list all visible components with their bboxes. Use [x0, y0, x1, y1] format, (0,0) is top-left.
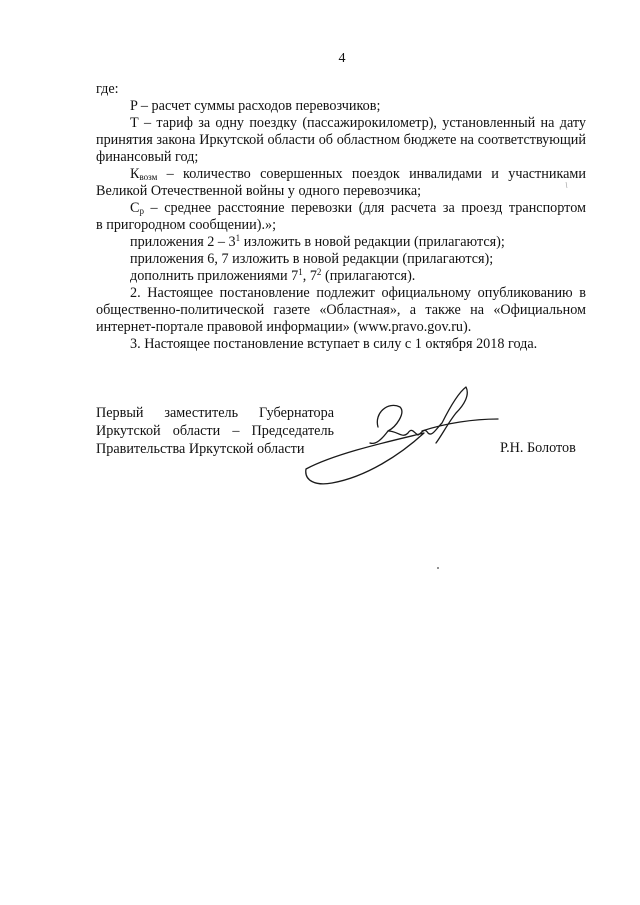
c-symbol: С	[130, 200, 140, 216]
k-definition-text: – количество совершенных поездок инвалидами и участниками	[157, 166, 586, 182]
c-definition-text: – среднее расстояние перевозки (для расчета за проезд транспортом	[143, 200, 586, 216]
position-line-3: Правительства Иркутской области	[96, 441, 305, 457]
definition-k-line2: Великой Отечественной войны у одного перевозчика;	[96, 183, 422, 199]
appendix-3-text: дополнить приложениями 7	[130, 268, 299, 284]
definition-c-line2: в пригородном сообщении).»;	[96, 217, 277, 233]
c-subscript: р	[139, 206, 144, 216]
appendix-3-sup1: 1	[298, 267, 303, 277]
page-number: 4	[338, 51, 346, 66]
position-line-2: Иркутской области – Председатель	[96, 423, 334, 439]
appendix-1-text-end: изложить в новой редакции (прилагаются);	[240, 234, 505, 250]
item-3: 3. Настоящее постановление вступает в силу с 1 октября 2018 года.	[130, 336, 538, 352]
appendix-line-2: приложения 6, 7 изложить в новой редакции (прилагаются);	[130, 251, 494, 267]
appendix-1-sup: 1	[235, 233, 241, 243]
signer-name: Р.Н. Болотов	[500, 440, 576, 456]
item-2: 2. Настоящее постановление подлежит официальному опубликованию в общественно-политической газете «Областная», а также на «Официальном интернет-портале правовой информации» (www.pravo.gov.ru).	[96, 285, 586, 335]
appendix-3-text-mid: , 7	[302, 268, 317, 284]
appendix-3-text-end: (прилагаются).	[321, 268, 416, 284]
k-subscript: возм	[139, 172, 158, 182]
where-label: где:	[96, 81, 119, 97]
position-line-1: Первый заместитель Губернатора	[96, 405, 334, 421]
appendix-3-sup2: 2	[316, 267, 322, 277]
definition-t: Т – тариф за одну поездку (пассажирокилометр), установленный на дату принятия закона Иркутской области об областном бюджете на соответствующий финансовый год;	[96, 115, 586, 165]
k-symbol: К	[130, 166, 140, 182]
appendix-1-text: приложения 2 – 3	[130, 234, 236, 250]
definition-p: P – расчет суммы расходов перевозчиков;	[130, 98, 381, 114]
